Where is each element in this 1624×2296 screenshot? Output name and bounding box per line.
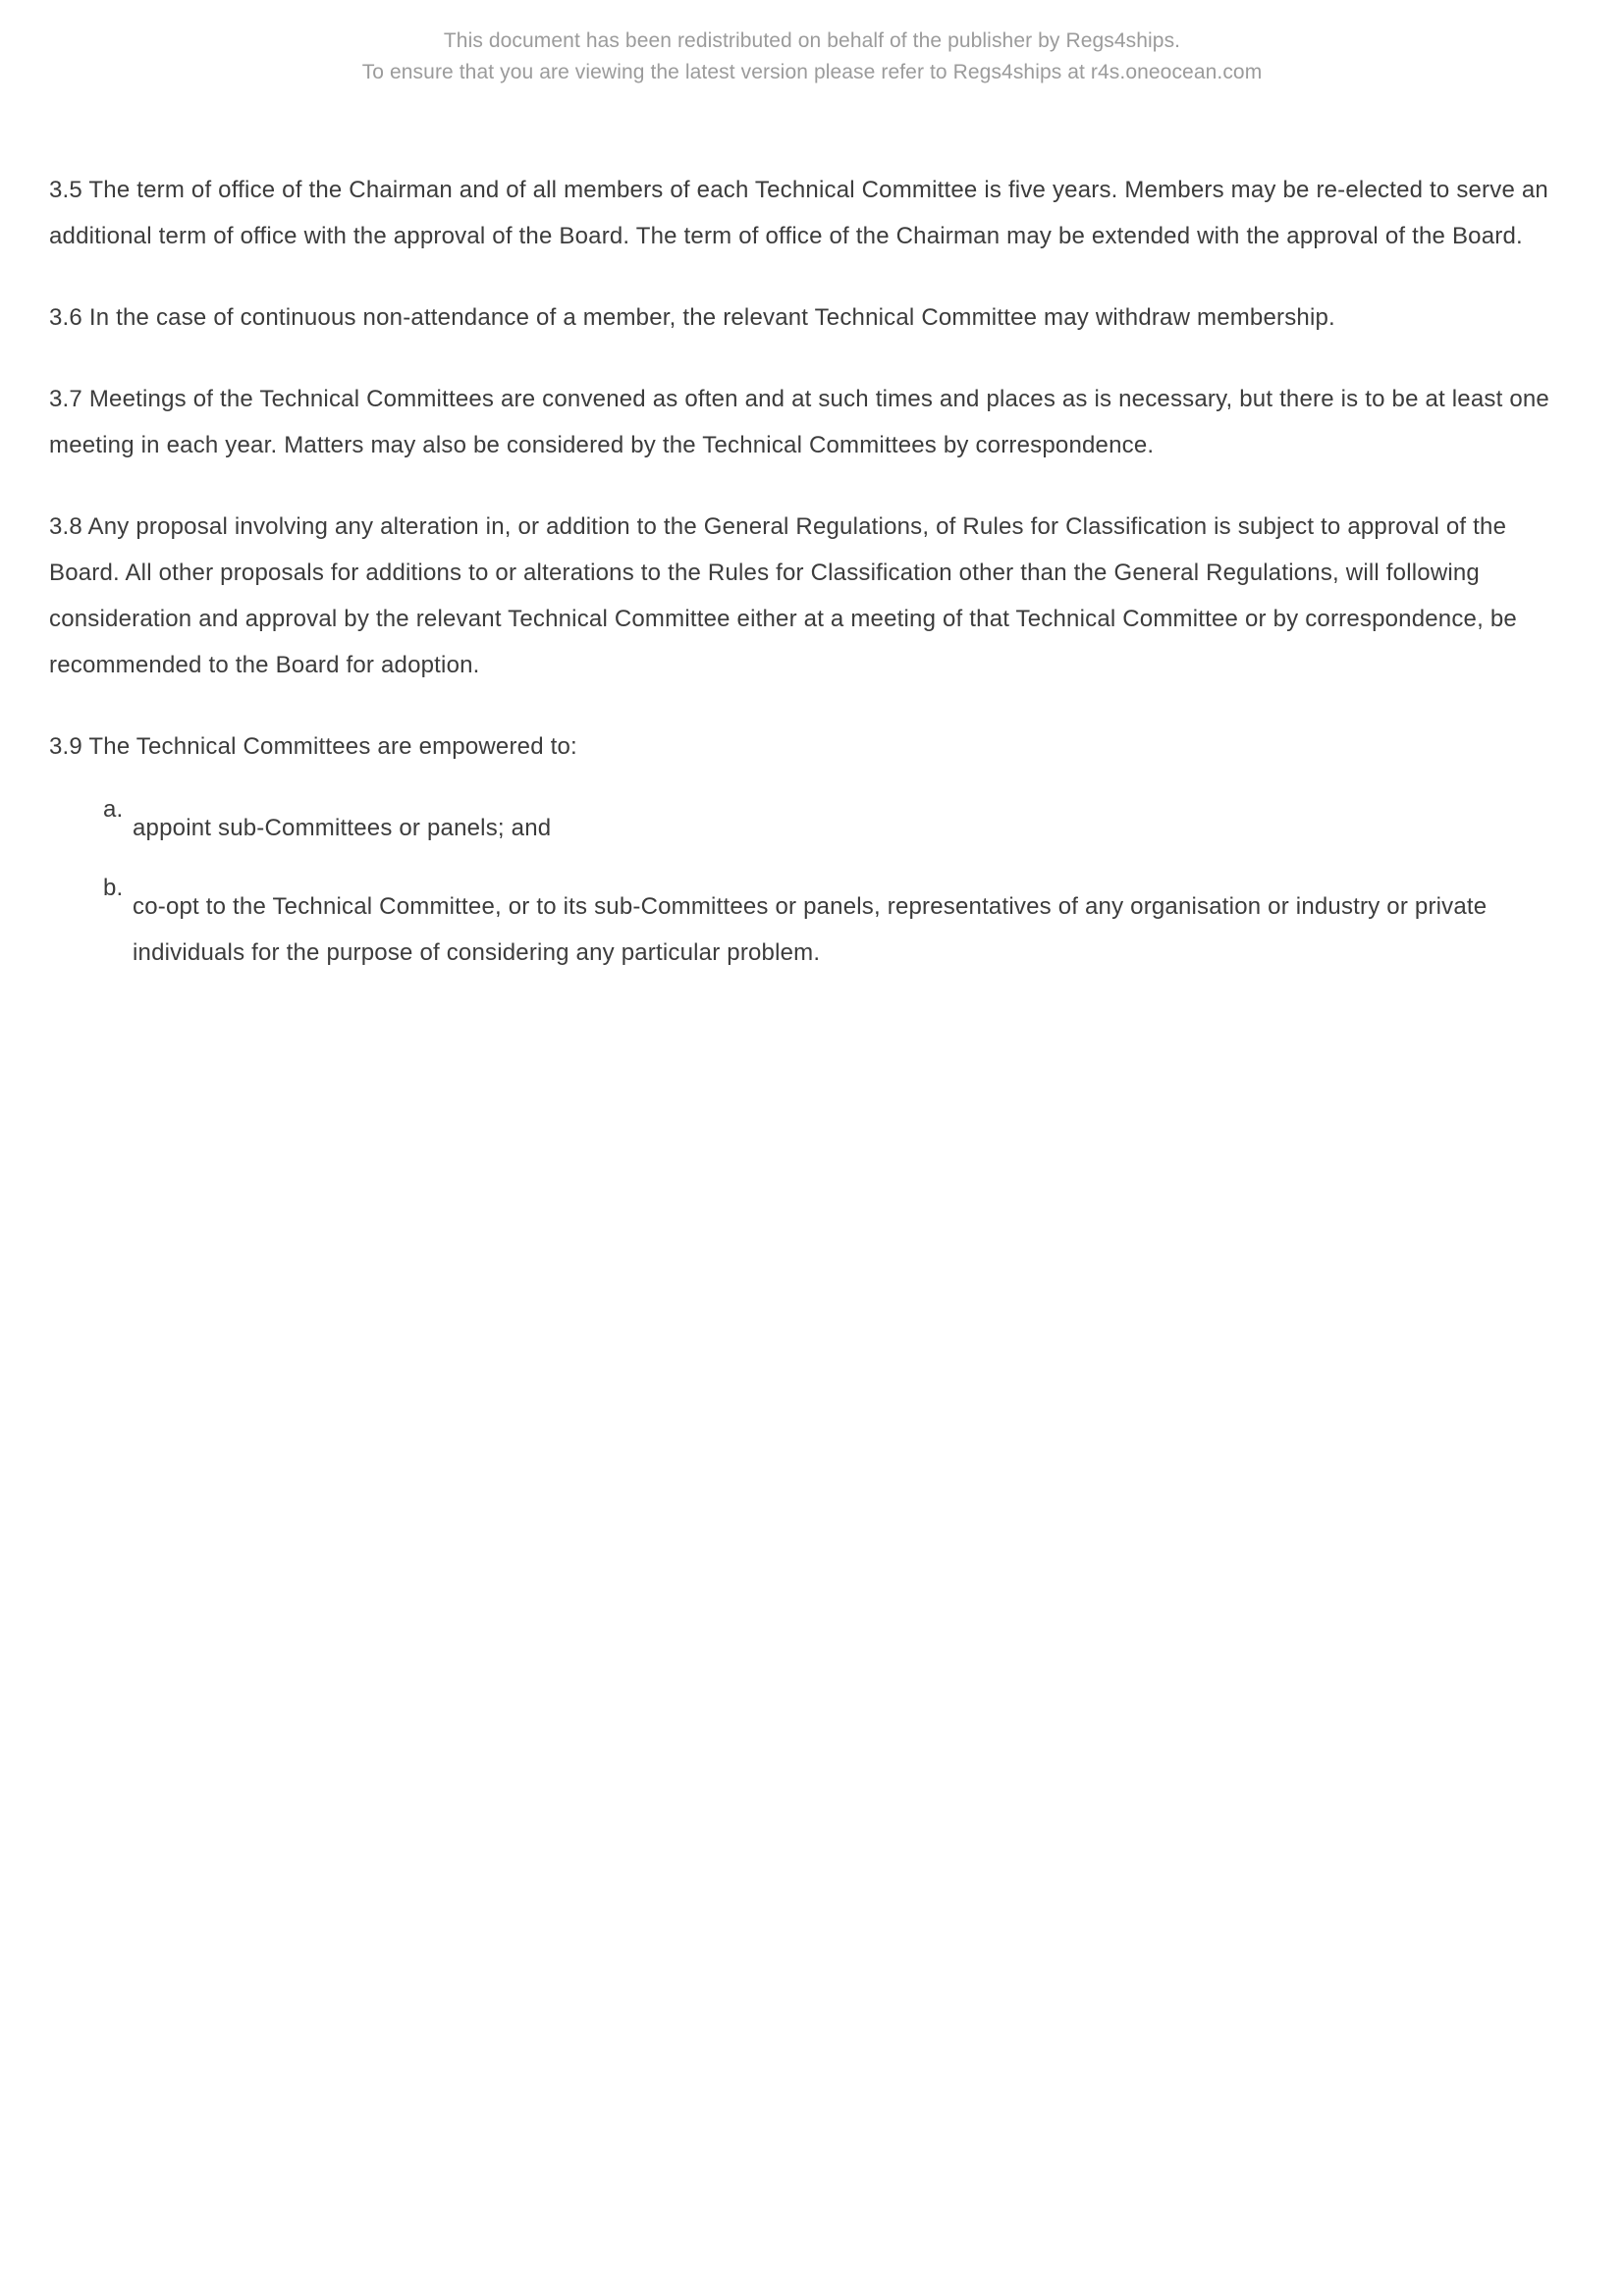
notice-line-1: This document has been redistributed on behalf of the publisher by Regs4ships. <box>443 29 1181 52</box>
list-item-b <box>49 875 1575 976</box>
paragraph-text: The Technical Committees are empowered to: <box>88 733 577 760</box>
list-marker-b: b. <box>103 875 124 901</box>
document-body <box>49 88 1575 976</box>
empowerment-list <box>49 796 1575 976</box>
paragraph-number: 3.6 <box>49 304 82 331</box>
paragraph-text: In the case of continuous non-attendance of a member, the relevant Technical Committee may withdraw membership. <box>88 304 1335 331</box>
paragraph-3-6 <box>49 294 1575 341</box>
paragraph-3-9 <box>49 723 1575 770</box>
paragraph-text: Any proposal involving any alteration in, or addition to the General Regulations, of Rules for Classification is subject to approval of the Board. All other proposals for additions to or alterations to the Rules for Classification other than the General Regulations, will following consideration and approval by the relevant Technical Committee either at a meeting of that Technical Committee or by correspondence, be recommended to the Board for adoption. <box>49 513 1517 678</box>
paragraph-text: Meetings of the Technical Committees are convened as often and at such times and places as is necessary, but there is to be at least one meeting in each year. Matters may also be considered by the Technical Committees by correspondence. <box>49 386 1549 458</box>
paragraph-3-7 <box>49 376 1575 468</box>
list-item-text-b: co-opt to the Technical Committee, or to its sub-Committees or panels, representatives of any organisation or industry or private individuals for the purpose of considering any particular problem. <box>133 893 1488 966</box>
paragraph-number: 3.8 <box>49 513 82 540</box>
paragraph-3-5 <box>49 167 1575 259</box>
paragraph-number: 3.5 <box>49 177 82 203</box>
notice-line-2: To ensure that you are viewing the latest version please refer to Regs4ships at r4s.oneocean.com <box>361 61 1263 83</box>
paragraph-number: 3.7 <box>49 386 82 412</box>
list-item-text-a: appoint sub-Committees or panels; and <box>133 815 552 841</box>
paragraph-number: 3.9 <box>49 733 82 760</box>
list-item-a <box>49 796 1575 851</box>
paragraph-text: The term of office of the Chairman and of all members of each Technical Committee is five years. Members may be re-elected to serve an additional term of office with the approval of the Board. The term of office of the Chairman may be extended with the approval of the Board. <box>49 177 1548 249</box>
list-marker-a: a. <box>103 796 124 823</box>
redistribution-notice <box>0 0 1624 88</box>
paragraph-3-8 <box>49 504 1575 688</box>
